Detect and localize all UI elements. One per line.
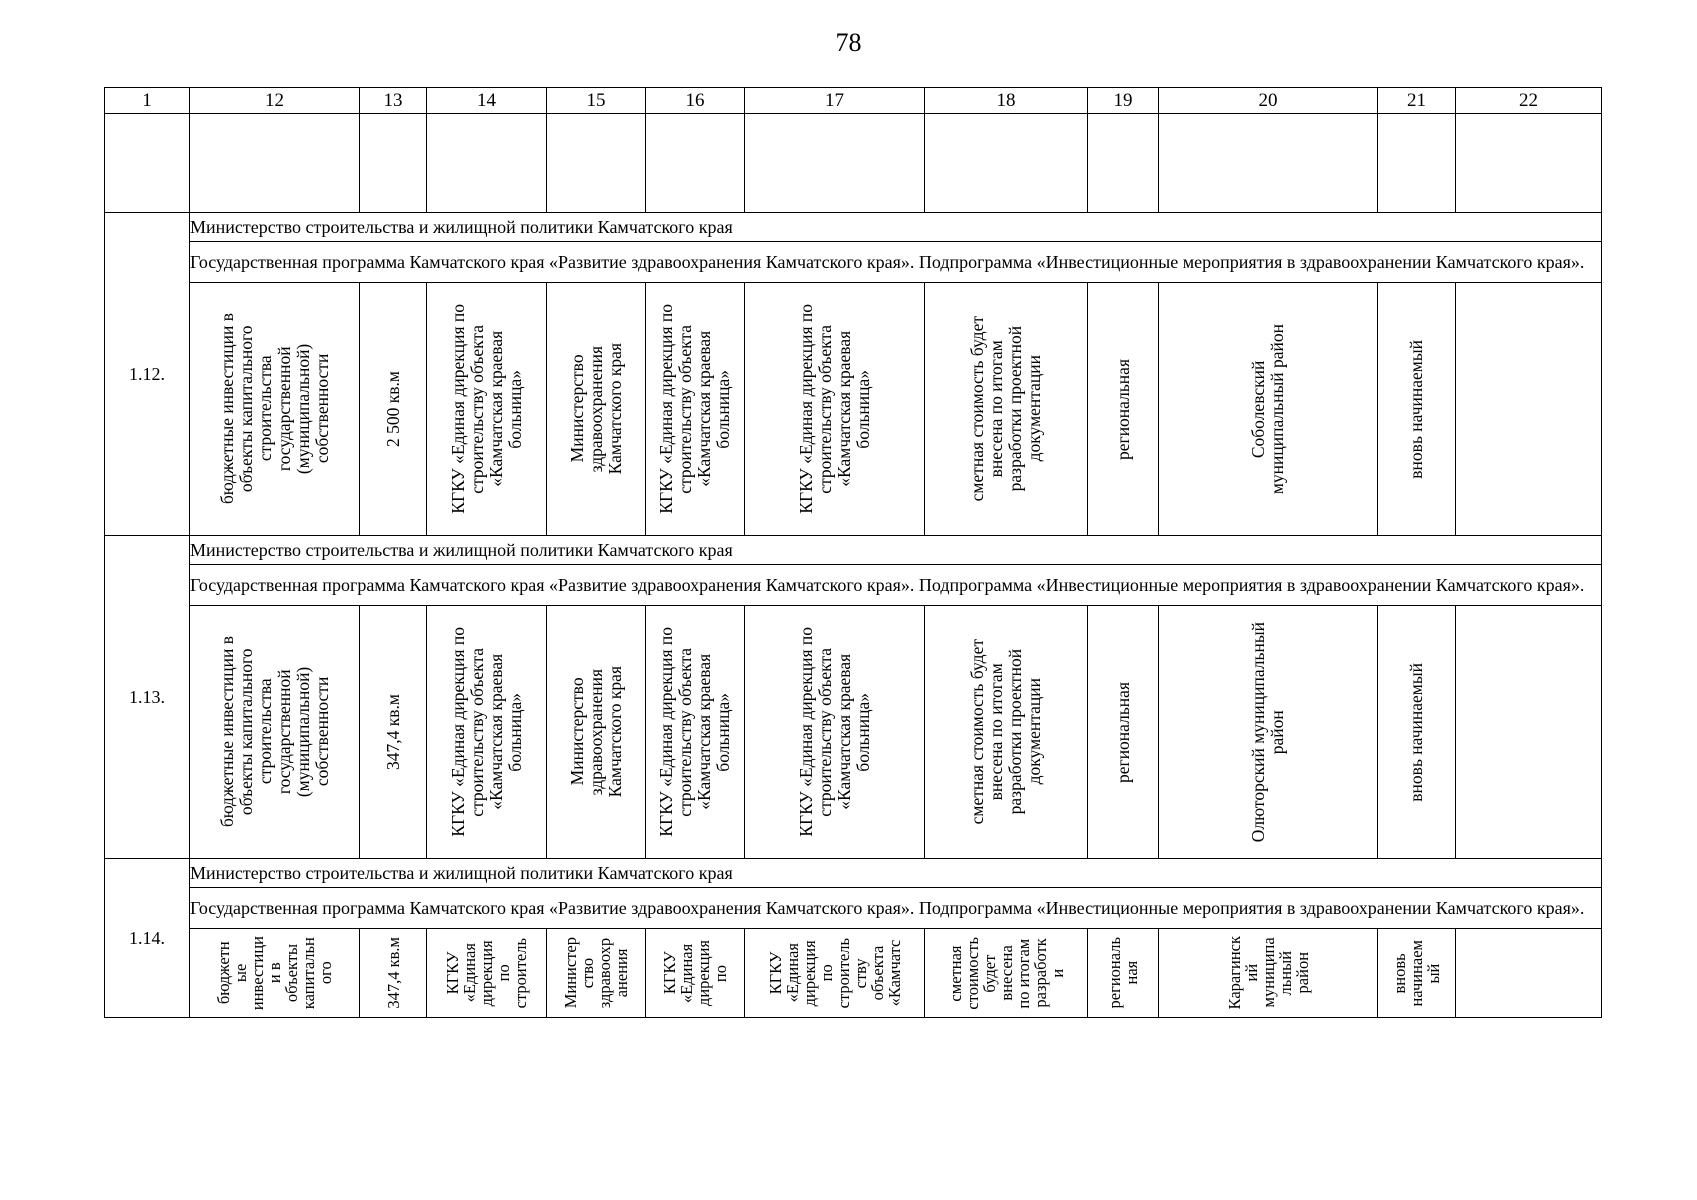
detail-text: Министер ство здравоохр анения (561, 937, 631, 1009)
detail-text: региональная (1112, 358, 1133, 460)
ministry-name: Министерство строительства и жилищной политики Камчатского края (190, 859, 1602, 888)
detail-text: Карагинск ий муниципа льный район (1224, 936, 1312, 1010)
detail-cell (745, 929, 925, 1018)
column-header: 14 (427, 88, 547, 114)
detail-cell (1088, 283, 1159, 536)
row-ministry (105, 859, 1602, 888)
detail-text: Министерство здравоохранения Камчатского края (566, 666, 625, 798)
detail-cell (1456, 283, 1602, 536)
detail-cell (925, 283, 1088, 536)
detail-text: 347,4 кв.м (382, 694, 403, 770)
detail-cell (646, 606, 745, 859)
ministry-name: Министерство строительства и жилищной политики Камчатского края (190, 213, 1602, 242)
program-table (104, 87, 1602, 1018)
row-ministry (105, 536, 1602, 565)
header-row (105, 88, 1602, 114)
detail-cell (427, 283, 547, 536)
detail-cell (646, 929, 745, 1018)
detail-text: КГКУ «Единая дирекция по строитель (443, 937, 530, 1009)
detail-cell (1088, 606, 1159, 859)
column-header: 20 (1159, 88, 1378, 114)
detail-cell (547, 929, 646, 1018)
detail-text: сметная стоимость будет внесена по итогам разработк и (945, 936, 1067, 1010)
empty-cell (745, 114, 925, 213)
detail-text: КГКУ «Единая дирекция по строительству объекта «Камчатская краевая больница» (447, 627, 525, 837)
row-details (105, 929, 1602, 1018)
column-header: 16 (646, 88, 745, 114)
detail-cell (1378, 929, 1456, 1018)
detail-text: КГКУ «Единая дирекция по строительству объекта «Камчатская краевая больница» (795, 304, 873, 514)
column-header: 1 (105, 88, 190, 114)
detail-cell (1378, 606, 1456, 859)
program-name: Государственная программа Камчатского края «Развитие здравоохранения Камчатского края». Подпрограмма «Инвестиционные мероприятия в здравоохранении Камчатского края». (190, 565, 1602, 606)
detail-cell (646, 283, 745, 536)
row-program (105, 888, 1602, 929)
detail-text: вновь начинаемый (1406, 662, 1426, 802)
column-header: 21 (1378, 88, 1456, 114)
row-program (105, 565, 1602, 606)
program-name: Государственная программа Камчатского края «Развитие здравоохранения Камчатского края». Подпрограмма «Инвестиционные мероприятия в здравоохранении Камчатского края». (190, 242, 1602, 283)
detail-cell (190, 929, 360, 1018)
detail-text: бюджетные инвестиции в объекты капитального строительства государственной (муниципальной) собственности (216, 313, 332, 505)
detail-cell (745, 606, 925, 859)
empty-cell (360, 114, 427, 213)
detail-text: Соболевский муниципальный район (1248, 323, 1287, 495)
detail-text: КГКУ «Единая дирекция по строительству объекта «Камчатская краевая больница» (656, 304, 733, 514)
detail-cell (360, 606, 427, 859)
row-program (105, 242, 1602, 283)
row-number: 1.12. (105, 213, 190, 536)
detail-cell (1088, 929, 1159, 1018)
detail-cell (925, 606, 1088, 859)
page-number: 78 (835, 28, 862, 57)
detail-cell (190, 606, 360, 859)
detail-cell (360, 283, 427, 536)
detail-cell (547, 283, 646, 536)
column-header: 12 (190, 88, 360, 114)
detail-cell (1159, 606, 1378, 859)
column-header: 19 (1088, 88, 1159, 114)
detail-text: КГКУ «Единая дирекция по строитель ству объекта «Камчатс (765, 937, 904, 1009)
empty-cell (427, 114, 547, 213)
detail-cell (427, 929, 547, 1018)
detail-cell (925, 929, 1088, 1018)
detail-text: 347,4 кв.м (383, 937, 403, 1009)
detail-cell (1159, 929, 1378, 1018)
detail-text: КГКУ «Единая дирекция по (660, 939, 730, 1007)
detail-cell (745, 283, 925, 536)
column-header: 18 (925, 88, 1088, 114)
detail-cell (547, 606, 646, 859)
detail-cell (190, 283, 360, 536)
detail-cell (427, 606, 547, 859)
detail-text: сметная стоимость будет внесена по итогам разработки проектной документации (967, 316, 1044, 502)
empty-cell (1159, 114, 1378, 213)
detail-text: бюджетные инвестиции в объекты капитального строительства государственной (муниципальной) собственности (216, 636, 332, 828)
row-number: 1.13. (105, 536, 190, 859)
detail-text: региональ ная (1105, 937, 1141, 1009)
empty-cell (190, 114, 360, 213)
detail-text: КГКУ «Единая дирекция по строительству объекта «Камчатская краевая больница» (447, 304, 525, 514)
column-header: 22 (1456, 88, 1602, 114)
empty-cell (1378, 114, 1456, 213)
column-header: 17 (745, 88, 925, 114)
detail-text: 2 500 кв.м (382, 371, 403, 447)
empty-cell (1088, 114, 1159, 213)
empty-cell (105, 114, 190, 213)
row-details (105, 606, 1602, 859)
detail-cell (1456, 929, 1602, 1018)
detail-text: бюджетн ые инвестици и в объекты капитальн ого (214, 935, 335, 1011)
empty-cell (547, 114, 646, 213)
detail-text: вновь начинаем ый (1390, 939, 1443, 1007)
detail-text: Министерство здравоохранения Камчатского края (566, 343, 625, 475)
program-name: Государственная программа Камчатского края «Развитие здравоохранения Камчатского края». Подпрограмма «Инвестиционные мероприятия в здравоохранении Камчатского края». (190, 888, 1602, 929)
detail-text: Олюторский муниципальный район (1248, 621, 1287, 843)
detail-text: региональная (1112, 681, 1133, 783)
detail-text: сметная стоимость будет внесена по итогам разработки проектной документации (967, 639, 1044, 825)
detail-cell (1456, 606, 1602, 859)
detail-cell (1378, 283, 1456, 536)
ministry-name: Министерство строительства и жилищной политики Камчатского края (190, 536, 1602, 565)
empty-cell (1456, 114, 1602, 213)
blank-row (105, 114, 1602, 213)
column-header: 15 (547, 88, 646, 114)
detail-cell (360, 929, 427, 1018)
detail-cell (1159, 283, 1378, 536)
row-details (105, 283, 1602, 536)
detail-text: КГКУ «Единая дирекция по строительству объекта «Камчатская краевая больница» (656, 627, 733, 837)
empty-cell (925, 114, 1088, 213)
detail-text: вновь начинаемый (1406, 339, 1426, 479)
column-header: 13 (360, 88, 427, 114)
row-number: 1.14. (105, 859, 190, 1018)
detail-text: КГКУ «Единая дирекция по строительству объекта «Камчатская краевая больница» (795, 627, 873, 837)
row-ministry (105, 213, 1602, 242)
empty-cell (646, 114, 745, 213)
